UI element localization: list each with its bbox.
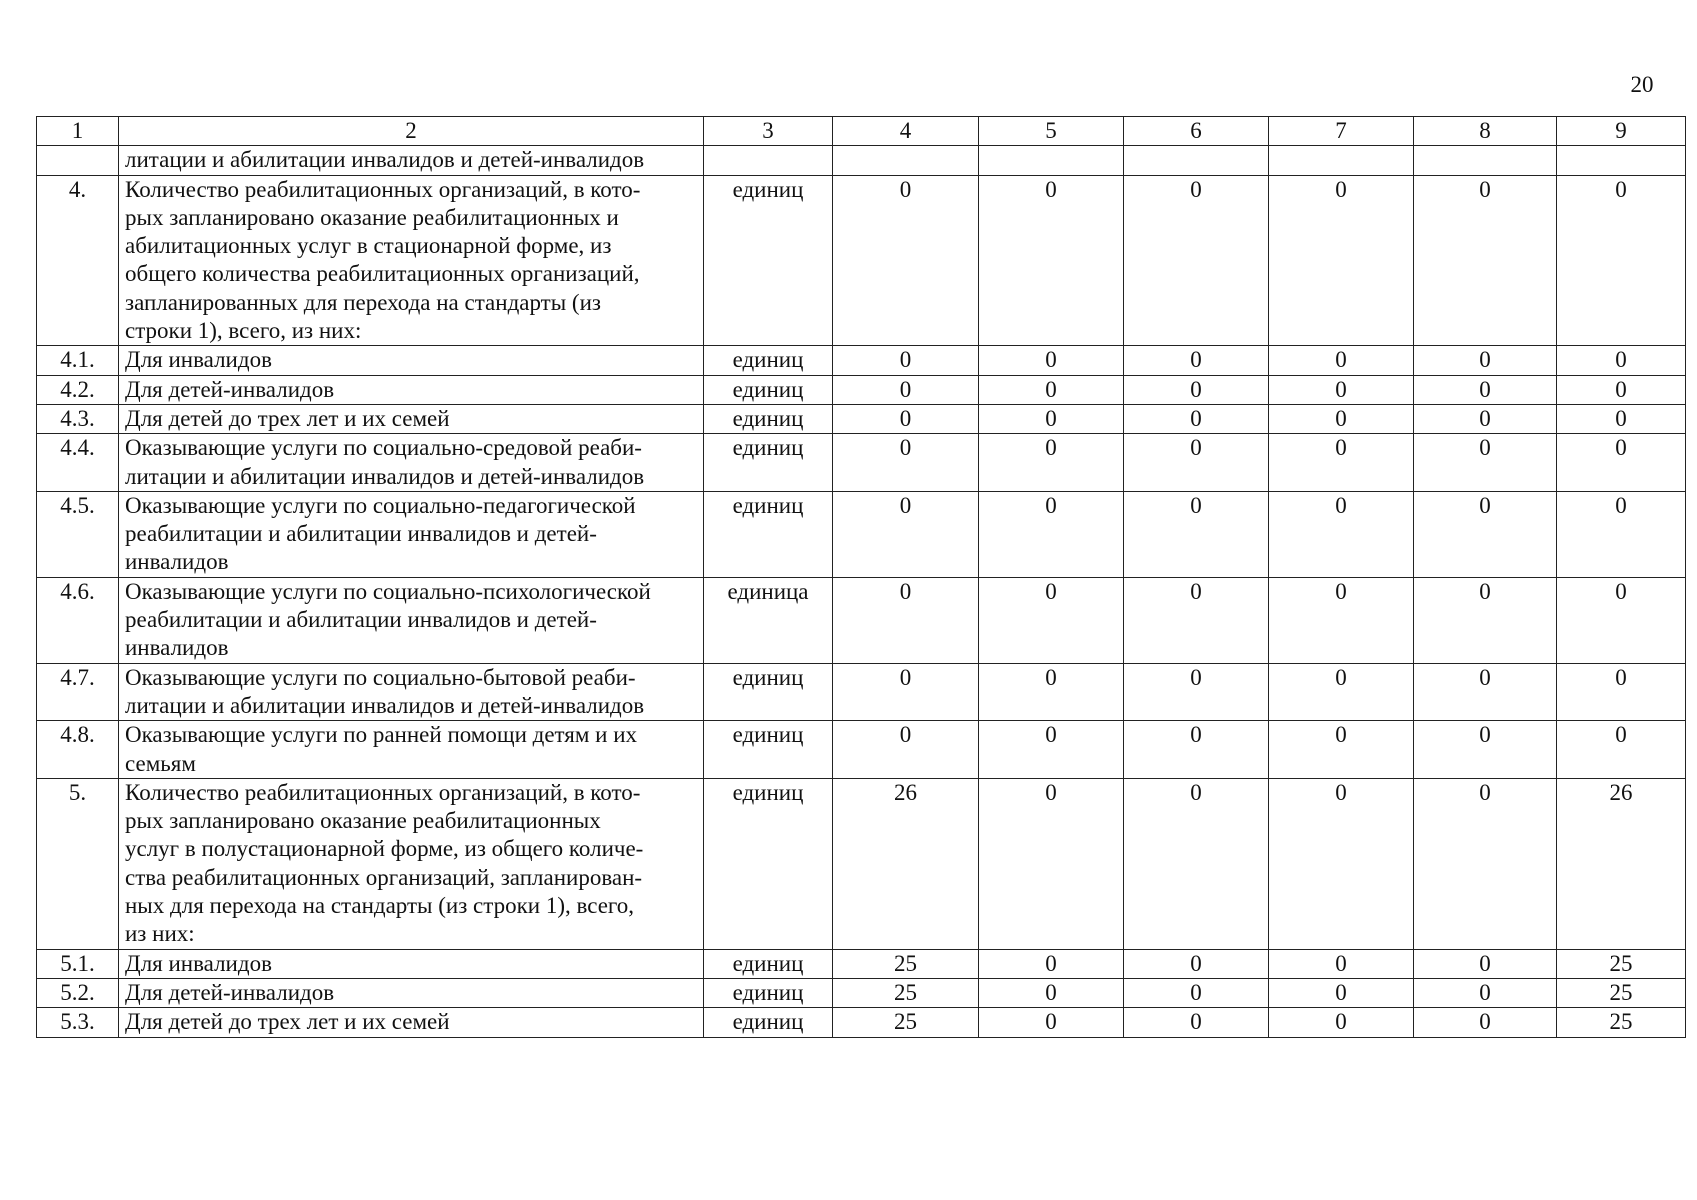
row-unit: единиц (704, 404, 833, 433)
row-value: 25 (833, 1008, 979, 1037)
row-value: 0 (833, 721, 979, 779)
row-value: 0 (1269, 577, 1414, 663)
row-value (1557, 146, 1686, 175)
description-line: рых запланировано оказание реабилитационных (125, 808, 601, 834)
row-unit: единиц (704, 949, 833, 978)
column-header: 4 (833, 117, 979, 146)
description-line: Для детей-инвалидов (125, 376, 335, 402)
row-value: 25 (1557, 1008, 1686, 1037)
description-line: Для детей до трех лет и их семей (125, 405, 450, 431)
row-unit: единиц (704, 434, 833, 492)
table-row (37, 978, 1686, 1007)
row-value: 0 (1414, 491, 1557, 577)
row-value: 0 (1557, 346, 1686, 375)
row-value: 0 (1557, 721, 1686, 779)
row-number: 4.6. (37, 577, 119, 663)
row-value: 0 (979, 663, 1124, 721)
row-description (119, 346, 704, 375)
row-number: 4.2. (37, 375, 119, 404)
description-line: из них: (125, 921, 195, 947)
column-header: 7 (1269, 117, 1414, 146)
row-value: 0 (1414, 949, 1557, 978)
description-line: Оказывающие услуги по социально-бытовой реаби- (125, 664, 636, 690)
row-value: 0 (1269, 778, 1414, 949)
row-number: 5.2. (37, 978, 119, 1007)
row-description (119, 577, 704, 663)
row-value: 0 (1557, 175, 1686, 346)
table-row (37, 949, 1686, 978)
row-number: 4.8. (37, 721, 119, 779)
row-value: 0 (1124, 778, 1269, 949)
description-line: Количество реабилитационных организаций, в кото- (125, 176, 641, 202)
description-line: литации и абилитации инвалидов и детей-инвалидов (125, 147, 645, 173)
row-value: 0 (833, 663, 979, 721)
row-value: 0 (1414, 978, 1557, 1007)
column-header: 9 (1557, 117, 1686, 146)
row-description (119, 175, 704, 346)
row-value: 0 (1124, 375, 1269, 404)
row-description (119, 663, 704, 721)
row-unit: единиц (704, 978, 833, 1007)
row-unit: единиц (704, 175, 833, 346)
row-number (37, 146, 119, 175)
table-row (37, 404, 1686, 433)
row-description (119, 778, 704, 949)
row-value: 26 (833, 778, 979, 949)
table-row (37, 491, 1686, 577)
column-numbers-row (37, 117, 1686, 146)
column-header: 2 (119, 117, 704, 146)
description-line: рых запланировано оказание реабилитационных и (125, 204, 619, 230)
table-row (37, 175, 1686, 346)
description-line: ства реабилитационных организаций, запланирован- (125, 864, 643, 890)
row-value: 0 (979, 346, 1124, 375)
table-row (37, 1008, 1686, 1037)
row-value: 0 (979, 491, 1124, 577)
description-line: строки 1), всего, из них: (125, 318, 362, 344)
row-value: 0 (1414, 434, 1557, 492)
description-line: услуг в полустационарной форме, из общего количе- (125, 836, 644, 862)
row-value (979, 146, 1124, 175)
page-number: 20 (1630, 72, 1654, 97)
column-header: 6 (1124, 117, 1269, 146)
table-row (37, 778, 1686, 949)
row-value: 0 (1269, 1008, 1414, 1037)
row-value: 0 (833, 375, 979, 404)
row-value: 0 (1269, 978, 1414, 1007)
row-value: 0 (1269, 346, 1414, 375)
description-line: Для детей до трех лет и их семей (125, 1009, 450, 1035)
row-unit: единиц (704, 375, 833, 404)
row-value: 0 (1414, 346, 1557, 375)
row-value: 25 (833, 978, 979, 1007)
row-value: 0 (1124, 346, 1269, 375)
row-unit: единиц (704, 778, 833, 949)
row-unit: единиц (704, 491, 833, 577)
description-line: Для инвалидов (125, 950, 272, 976)
description-line: инвалидов (125, 635, 229, 661)
row-value: 0 (1269, 663, 1414, 721)
description-line: инвалидов (125, 549, 229, 575)
row-value: 0 (833, 404, 979, 433)
row-number: 4. (37, 175, 119, 346)
row-value: 0 (1557, 434, 1686, 492)
row-value: 0 (1414, 375, 1557, 404)
description-line: ных для перехода на стандарты (из строки 1), всего, (125, 893, 635, 919)
row-number: 4.3. (37, 404, 119, 433)
row-value: 0 (1124, 1008, 1269, 1037)
table-row (37, 375, 1686, 404)
row-value: 0 (1414, 663, 1557, 721)
row-number: 4.1. (37, 346, 119, 375)
table-body (37, 117, 1686, 1038)
row-value (1414, 146, 1557, 175)
description-line: семьям (125, 750, 196, 776)
table-row (37, 721, 1686, 779)
table-row (37, 434, 1686, 492)
description-line: Оказывающие услуги по социально-педагогической (125, 492, 636, 518)
row-description (119, 978, 704, 1007)
row-unit: единиц (704, 346, 833, 375)
row-description (119, 491, 704, 577)
row-unit (704, 146, 833, 175)
row-unit: единиц (704, 1008, 833, 1037)
row-value: 0 (1124, 491, 1269, 577)
table-row (37, 346, 1686, 375)
description-line: запланированных для перехода на стандарты (из (125, 289, 601, 315)
row-value: 0 (1269, 175, 1414, 346)
column-header: 8 (1414, 117, 1557, 146)
row-number: 5.3. (37, 1008, 119, 1037)
table-row (37, 577, 1686, 663)
row-value: 0 (1124, 577, 1269, 663)
indicator-table (36, 116, 1686, 1038)
row-number: 4.5. (37, 491, 119, 577)
row-value: 0 (1269, 404, 1414, 433)
row-value: 0 (833, 175, 979, 346)
row-value: 0 (1124, 404, 1269, 433)
row-value: 0 (979, 978, 1124, 1007)
description-line: литации и абилитации инвалидов и детей-инвалидов (125, 692, 645, 718)
row-value: 0 (833, 346, 979, 375)
table-row (37, 146, 1686, 175)
row-value: 0 (1414, 778, 1557, 949)
row-value: 0 (1557, 577, 1686, 663)
row-value: 0 (1124, 434, 1269, 492)
row-value: 0 (979, 949, 1124, 978)
description-line: Оказывающие услуги по ранней помощи детям и их (125, 722, 638, 748)
row-value: 0 (979, 375, 1124, 404)
row-value: 0 (979, 175, 1124, 346)
row-description (119, 404, 704, 433)
row-description (119, 375, 704, 404)
row-value: 0 (1124, 978, 1269, 1007)
row-value: 0 (979, 721, 1124, 779)
row-value: 0 (1124, 663, 1269, 721)
description-line: Оказывающие услуги по социально-средовой реаби- (125, 435, 642, 461)
row-value: 0 (1414, 1008, 1557, 1037)
row-value (1124, 146, 1269, 175)
row-unit: единиц (704, 721, 833, 779)
row-value: 0 (1124, 175, 1269, 346)
row-number: 4.4. (37, 434, 119, 492)
row-value: 0 (979, 434, 1124, 492)
description-line: реабилитации и абилитации инвалидов и детей- (125, 607, 597, 633)
row-value: 0 (1557, 375, 1686, 404)
column-header: 1 (37, 117, 119, 146)
row-description (119, 146, 704, 175)
row-value: 0 (1269, 949, 1414, 978)
row-value: 0 (1124, 721, 1269, 779)
description-line: литации и абилитации инвалидов и детей-инвалидов (125, 463, 645, 489)
row-number: 5. (37, 778, 119, 949)
row-value: 25 (833, 949, 979, 978)
row-value: 0 (979, 778, 1124, 949)
row-value: 0 (1414, 404, 1557, 433)
row-number: 4.7. (37, 663, 119, 721)
row-value (833, 146, 979, 175)
row-description (119, 721, 704, 779)
description-line: Для детей-инвалидов (125, 979, 335, 1005)
row-description (119, 1008, 704, 1037)
row-value: 26 (1557, 778, 1686, 949)
row-value: 0 (979, 404, 1124, 433)
row-value: 25 (1557, 949, 1686, 978)
row-unit: единица (704, 577, 833, 663)
row-value: 0 (1557, 663, 1686, 721)
row-value: 0 (1269, 375, 1414, 404)
row-value: 0 (1557, 491, 1686, 577)
description-line: Оказывающие услуги по социально-психологической (125, 578, 651, 604)
table-row (37, 663, 1686, 721)
row-value: 0 (1269, 721, 1414, 779)
row-value: 0 (833, 491, 979, 577)
row-value: 25 (1557, 978, 1686, 1007)
row-value: 0 (1414, 721, 1557, 779)
row-value (1269, 146, 1414, 175)
row-description (119, 434, 704, 492)
row-value: 0 (979, 1008, 1124, 1037)
row-value: 0 (833, 577, 979, 663)
row-value: 0 (1269, 434, 1414, 492)
row-value: 0 (1124, 949, 1269, 978)
description-line: Для инвалидов (125, 347, 272, 373)
row-value: 0 (979, 577, 1124, 663)
description-line: общего количества реабилитационных организаций, (125, 261, 640, 287)
row-unit: единиц (704, 663, 833, 721)
description-line: абилитационных услуг в стационарной форме, из (125, 233, 612, 259)
description-line: реабилитации и абилитации инвалидов и детей- (125, 521, 597, 547)
row-value: 0 (1414, 175, 1557, 346)
row-number: 5.1. (37, 949, 119, 978)
column-header: 3 (704, 117, 833, 146)
row-description (119, 949, 704, 978)
row-value: 0 (833, 434, 979, 492)
row-value: 0 (1557, 404, 1686, 433)
row-value: 0 (1269, 491, 1414, 577)
description-line: Количество реабилитационных организаций, в кото- (125, 779, 641, 805)
column-header: 5 (979, 117, 1124, 146)
row-value: 0 (1414, 577, 1557, 663)
